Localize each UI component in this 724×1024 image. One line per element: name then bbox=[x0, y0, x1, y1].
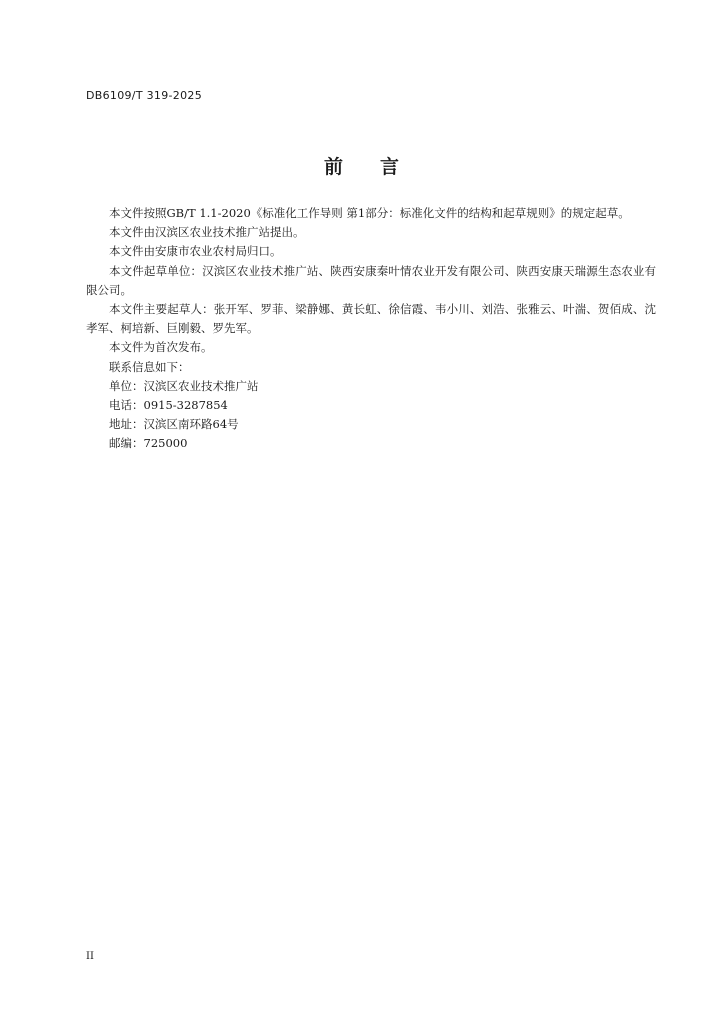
paragraph-administrator: 本文件由安康市农业农村局归口。 bbox=[109, 244, 282, 259]
paragraph-first-release: 本文件为首次发布。 bbox=[109, 340, 213, 355]
foreword-body bbox=[86, 204, 656, 454]
contact-address: 地址：汉滨区南环路64号 bbox=[109, 417, 239, 432]
page-title-part1: 前 bbox=[323, 156, 344, 178]
contact-phone: 电话：0915-3287854 bbox=[109, 398, 228, 413]
paragraph-drafters: 本文件主要起草人：张开军、罗菲、梁静娜、黄长虹、徐信霞、韦小川、刘浩、张雅云、叶湍、贺佰成、沈孝军、柯培新、巨刚毅、罗先军。 bbox=[86, 302, 656, 336]
contact-unit: 单位：汉滨区农业技术推广站 bbox=[109, 378, 259, 393]
page-number: II bbox=[86, 951, 94, 962]
page-title bbox=[0, 152, 724, 179]
paragraph-contact-intro: 联系信息如下： bbox=[109, 359, 190, 374]
page-title-part2: 言 bbox=[380, 156, 401, 178]
paragraph-drafting-units: 本文件起草单位：汉滨区农业技术推广站、陕西安康秦叶情农业开发有限公司、陕西安康天瑞源生态农业有限公司。 bbox=[86, 263, 656, 297]
paragraph-proposer: 本文件由汉滨区农业技术推广站提出。 bbox=[109, 225, 305, 240]
contact-postcode: 邮编：725000 bbox=[109, 436, 188, 451]
paragraph-drafting-standard: 本文件按照GB/T 1.1-2020《标准化工作导则 第1部分：标准化文件的结构和起草规则》的规定起草。 bbox=[109, 206, 630, 220]
document-number: DB6109/T 319-2025 bbox=[86, 89, 202, 102]
